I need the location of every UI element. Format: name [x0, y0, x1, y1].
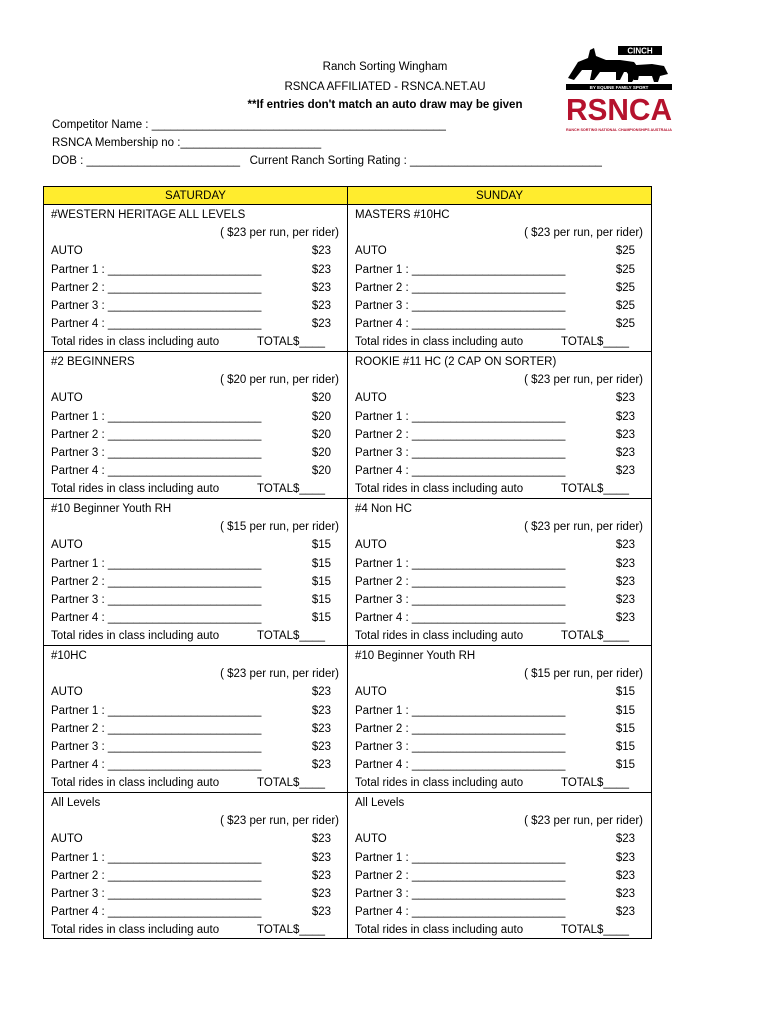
partner-2-field-row — [355, 573, 643, 591]
partner-3-field[interactable]: Partner 3 : ________________________ — [355, 300, 566, 312]
partner-3-field-row — [355, 444, 643, 462]
class-name-row — [51, 206, 339, 224]
partner-4-field-row — [355, 609, 643, 627]
partner-2-field[interactable]: Partner 2 : ________________________ — [51, 575, 262, 588]
partner-4-field[interactable]: Partner 4 : ________________________ — [355, 612, 566, 625]
partner-2-field[interactable]: Partner 2 : ________________________ — [51, 428, 262, 441]
total-rides: Total rides in class including auto — [51, 630, 220, 643]
total-rides: Total rides in class including auto — [355, 630, 524, 643]
total-amount-field[interactable]: TOTAL$____ — [561, 924, 629, 937]
partner-4-field[interactable]: Partner 4 : ________________________ — [355, 906, 566, 919]
price: $20 — [311, 465, 331, 478]
partner-1-field-row — [355, 702, 643, 720]
partner-1-field[interactable]: Partner 1 : ________________________ — [51, 557, 262, 570]
class-name: #WESTERN HERITAGE ALL LEVELS — [51, 209, 246, 221]
total-rides-row — [51, 921, 339, 939]
class-block — [44, 646, 347, 793]
class-rate: ( $15 per run, per rider) — [220, 521, 339, 534]
partner-1-field[interactable]: Partner 1 : ________________________ — [51, 704, 262, 717]
partner-1-field[interactable]: Partner 1 : ________________________ — [355, 851, 566, 864]
total-rides-row — [355, 333, 643, 351]
saturday-header: SATURDAY — [44, 187, 347, 205]
class-name: #2 BEGINNERS — [51, 356, 135, 368]
total-rides: Total rides in class including auto — [51, 777, 220, 790]
auto-entry: AUTO — [355, 245, 387, 258]
price: $25 — [615, 281, 635, 294]
price: $23 — [311, 741, 331, 753]
total-amount-field[interactable]: TOTAL$____ — [561, 336, 629, 349]
class-name: MASTERS #10HC — [355, 209, 450, 221]
class-rate-row — [51, 371, 339, 389]
partner-4-field[interactable]: Partner 4 : ________________________ — [51, 906, 262, 919]
auto-entry: AUTO — [51, 392, 83, 405]
price: $23 — [311, 851, 331, 864]
price: $15 — [311, 539, 331, 552]
price: $23 — [615, 851, 635, 864]
price: $23 — [311, 318, 331, 331]
price: $23 — [615, 612, 635, 625]
class-rate-row — [51, 518, 339, 536]
partner-3-field[interactable]: Partner 3 : ________________________ — [355, 888, 566, 900]
partner-3-field[interactable]: Partner 3 : ________________________ — [355, 447, 566, 459]
class-rate-row — [51, 224, 339, 242]
class-rate: ( $23 per run, per rider) — [524, 815, 643, 828]
class-name-row — [355, 500, 643, 518]
partner-4-field-row — [51, 609, 339, 627]
class-rate-row — [51, 812, 339, 830]
price: $23 — [311, 263, 331, 276]
price: $23 — [311, 759, 331, 772]
class-block — [44, 352, 347, 499]
rsnca-logo — [560, 36, 678, 136]
partner-1-field-row — [355, 408, 643, 426]
partner-4-field[interactable]: Partner 4 : ________________________ — [51, 759, 262, 772]
partner-4-field[interactable]: Partner 4 : ________________________ — [51, 612, 262, 625]
price: $23 — [615, 539, 635, 552]
partner-1-field[interactable]: Partner 1 : ________________________ — [51, 851, 262, 864]
price: $23 — [311, 245, 331, 258]
class-rate: ( $20 per run, per rider) — [220, 374, 339, 387]
auto-entry-row — [355, 242, 643, 260]
partner-4-field-row — [355, 462, 643, 480]
price: $23 — [311, 906, 331, 919]
class-name: #4 Non HC — [355, 503, 412, 515]
total-amount-field[interactable]: TOTAL$____ — [257, 777, 325, 790]
partner-4-field-row — [51, 462, 339, 480]
logo-subtitle: RANCH SORTING NATIONAL CHAMPIONSHIPS AUSTRALIA — [566, 127, 673, 132]
partner-3-field-row — [51, 738, 339, 756]
partner-1-field-row — [51, 261, 339, 279]
class-name: #10HC — [51, 650, 87, 662]
price: $25 — [615, 318, 635, 331]
auto-entry: AUTO — [51, 245, 83, 258]
partner-2-field[interactable]: Partner 2 : ________________________ — [355, 428, 566, 441]
class-name-row — [355, 647, 643, 665]
class-rate: ( $23 per run, per rider) — [220, 227, 339, 240]
auto-entry-row — [355, 536, 643, 554]
class-rate: ( $23 per run, per rider) — [220, 815, 339, 828]
price: $23 — [615, 428, 635, 441]
total-amount-field[interactable]: TOTAL$____ — [257, 630, 325, 643]
partner-2-field-row — [355, 867, 643, 885]
price: $23 — [311, 281, 331, 294]
price: $25 — [615, 300, 635, 312]
price: $23 — [311, 722, 331, 735]
class-name-row — [51, 794, 339, 812]
partner-2-field[interactable]: Partner 2 : ________________________ — [51, 281, 262, 294]
partner-4-field[interactable]: Partner 4 : ________________________ — [51, 318, 262, 331]
entry-grid — [43, 186, 652, 939]
auto-entry: AUTO — [355, 686, 387, 699]
partner-3-field-row — [51, 591, 339, 609]
price: $20 — [311, 447, 331, 459]
class-name-row — [51, 353, 339, 371]
price: $23 — [615, 869, 635, 882]
logo-cattle-icon — [622, 64, 668, 82]
price: $15 — [311, 575, 331, 588]
total-rides-row — [355, 627, 643, 645]
total-rides-row — [355, 921, 643, 939]
class-rate-row — [355, 371, 643, 389]
price: $15 — [615, 704, 635, 717]
partner-4-field-row — [355, 903, 643, 921]
partner-2-field[interactable]: Partner 2 : ________________________ — [355, 869, 566, 882]
price: $15 — [311, 612, 331, 625]
class-rate: ( $23 per run, per rider) — [220, 668, 339, 681]
price: $23 — [615, 906, 635, 919]
partner-2-field-row — [51, 573, 339, 591]
partner-2-field[interactable]: Partner 2 : ________________________ — [51, 869, 262, 882]
total-rides-row — [51, 774, 339, 792]
class-rate-row — [355, 812, 643, 830]
partner-3-field-row — [51, 885, 339, 903]
partner-3-field-row — [51, 444, 339, 462]
class-rate-row — [355, 518, 643, 536]
partner-1-field-row — [51, 849, 339, 867]
total-rides: Total rides in class including auto — [355, 924, 524, 937]
price: $23 — [615, 888, 635, 900]
auto-entry-row — [355, 389, 643, 407]
class-name: All Levels — [355, 797, 405, 809]
total-rides-row — [51, 627, 339, 645]
partner-3-field[interactable]: Partner 3 : ________________________ — [51, 447, 262, 459]
partner-3-field[interactable]: Partner 3 : ________________________ — [355, 741, 566, 753]
price: $20 — [311, 410, 331, 423]
sunday-header: SUNDAY — [348, 187, 651, 205]
price: $23 — [615, 447, 635, 459]
competitor-name-field[interactable]: Competitor Name : ______________________________________________ — [52, 119, 446, 131]
auto-entry-row — [355, 683, 643, 701]
total-rides-row — [355, 774, 643, 792]
price: $23 — [311, 888, 331, 900]
logo-tagline: BY EQUINE FAMILY SPORT — [589, 85, 649, 90]
partner-3-field[interactable]: Partner 3 : ________________________ — [51, 300, 262, 312]
price: $20 — [311, 392, 331, 405]
partner-2-field[interactable]: Partner 2 : ________________________ — [355, 281, 566, 294]
price: $15 — [311, 557, 331, 570]
partner-1-field-row — [51, 555, 339, 573]
class-block — [44, 499, 347, 646]
class-name-row — [355, 206, 643, 224]
partner-1-field-row — [51, 408, 339, 426]
partner-3-field-row — [355, 591, 643, 609]
price: $25 — [615, 245, 635, 258]
auto-entry: AUTO — [51, 833, 83, 846]
class-name: #10 Beginner Youth RH — [355, 650, 476, 662]
total-rides-row — [51, 480, 339, 498]
partner-3-field[interactable]: Partner 3 : ________________________ — [355, 594, 566, 606]
logo-brand-main: RSNCA — [566, 92, 672, 127]
partner-1-field[interactable]: Partner 1 : ________________________ — [51, 263, 262, 276]
auto-entry: AUTO — [355, 833, 387, 846]
partner-3-field[interactable]: Partner 3 : ________________________ — [51, 741, 262, 753]
price: $23 — [615, 465, 635, 478]
price: $23 — [615, 594, 635, 606]
partner-4-field[interactable]: Partner 4 : ________________________ — [355, 465, 566, 478]
partner-2-field[interactable]: Partner 2 : ________________________ — [51, 722, 262, 735]
price: $25 — [615, 263, 635, 276]
class-name-row — [355, 353, 643, 371]
price: $20 — [311, 428, 331, 441]
total-amount-field[interactable]: TOTAL$____ — [561, 483, 629, 496]
total-amount-field[interactable]: TOTAL$____ — [257, 336, 325, 349]
partner-2-field-row — [51, 279, 339, 297]
total-rides-row — [355, 480, 643, 498]
partner-1-field-row — [51, 702, 339, 720]
auto-draw-notice: **If entries don't match an auto draw may be given — [247, 99, 523, 111]
partner-1-field[interactable]: Partner 1 : ________________________ — [355, 410, 566, 423]
class-rate: ( $23 per run, per rider) — [524, 374, 643, 387]
auto-entry-row — [51, 389, 339, 407]
partner-2-field[interactable]: Partner 2 : ________________________ — [355, 722, 566, 735]
price: $23 — [615, 575, 635, 588]
partner-4-field-row — [51, 756, 339, 774]
class-rate: ( $23 per run, per rider) — [524, 521, 643, 534]
class-block — [348, 352, 651, 499]
price: $15 — [311, 594, 331, 606]
total-amount-field[interactable]: TOTAL$____ — [257, 483, 325, 496]
price: $23 — [311, 833, 331, 846]
price: $23 — [615, 410, 635, 423]
total-rides: Total rides in class including auto — [355, 777, 524, 790]
class-block — [44, 793, 347, 940]
total-rides: Total rides in class including auto — [355, 336, 524, 349]
class-block — [348, 499, 651, 646]
total-rides: Total rides in class including auto — [51, 483, 220, 496]
partner-4-field-row — [51, 315, 339, 333]
auto-entry: AUTO — [355, 392, 387, 405]
price: $15 — [615, 722, 635, 735]
partner-1-field[interactable]: Partner 1 : ________________________ — [51, 410, 262, 423]
class-rate-row — [355, 665, 643, 683]
affiliation-line: RSNCA AFFILIATED - RSNCA.NET.AU — [284, 81, 486, 93]
partner-1-field[interactable]: Partner 1 : ________________________ — [355, 704, 566, 717]
price: $23 — [615, 557, 635, 570]
auto-entry-row — [51, 242, 339, 260]
class-name: #10 Beginner Youth RH — [51, 503, 172, 515]
class-name: All Levels — [51, 797, 101, 809]
partner-4-field[interactable]: Partner 4 : ________________________ — [355, 759, 566, 772]
partner-1-field[interactable]: Partner 1 : ________________________ — [355, 263, 566, 276]
partner-3-field-row — [355, 738, 643, 756]
logo-brand-top: CINCH — [627, 46, 653, 56]
price: $23 — [311, 686, 331, 699]
class-name: ROOKIE #11 HC (2 CAP ON SORTER) — [355, 356, 557, 368]
class-block — [348, 646, 651, 793]
price: $23 — [311, 869, 331, 882]
partner-4-field-row — [355, 756, 643, 774]
total-rides-row — [51, 333, 339, 351]
partner-2-field-row — [51, 867, 339, 885]
price: $23 — [311, 300, 331, 312]
total-amount-field[interactable]: TOTAL$____ — [561, 630, 629, 643]
partner-3-field-row — [355, 297, 643, 315]
price: $15 — [615, 686, 635, 699]
partner-2-field[interactable]: Partner 2 : ________________________ — [355, 575, 566, 588]
auto-entry-row — [51, 830, 339, 848]
class-block — [44, 205, 347, 352]
partner-3-field-row — [355, 885, 643, 903]
price: $23 — [311, 704, 331, 717]
partner-4-field-row — [355, 315, 643, 333]
partner-2-field-row — [51, 426, 339, 444]
partner-3-field[interactable]: Partner 3 : ________________________ — [51, 594, 262, 606]
partner-1-field-row — [355, 555, 643, 573]
total-amount-field[interactable]: TOTAL$____ — [561, 777, 629, 790]
class-rate-row — [51, 665, 339, 683]
total-amount-field[interactable]: TOTAL$____ — [257, 924, 325, 937]
auto-entry: AUTO — [355, 539, 387, 552]
class-block — [348, 793, 651, 940]
membership-number-field[interactable]: RSNCA Membership no :______________________ — [52, 137, 322, 149]
price: $15 — [615, 741, 635, 753]
class-block — [348, 205, 651, 352]
total-rides: Total rides in class including auto — [51, 336, 220, 349]
partner-1-field[interactable]: Partner 1 : ________________________ — [355, 557, 566, 570]
partner-1-field-row — [355, 849, 643, 867]
partner-2-field-row — [355, 279, 643, 297]
dob-rating-field[interactable]: DOB : ________________________ Current Ranch Sorting Rating : ______________________________ — [52, 155, 602, 167]
partner-2-field-row — [355, 426, 643, 444]
class-rate: ( $15 per run, per rider) — [524, 668, 643, 681]
partner-4-field[interactable]: Partner 4 : ________________________ — [51, 465, 262, 478]
class-rate: ( $23 per run, per rider) — [524, 227, 643, 240]
partner-4-field-row — [51, 903, 339, 921]
class-rate-row — [355, 224, 643, 242]
price: $15 — [615, 759, 635, 772]
partner-2-field-row — [51, 720, 339, 738]
partner-3-field[interactable]: Partner 3 : ________________________ — [51, 888, 262, 900]
total-rides: Total rides in class including auto — [51, 924, 220, 937]
total-rides: Total rides in class including auto — [355, 483, 524, 496]
price: $23 — [615, 392, 635, 405]
partner-4-field[interactable]: Partner 4 : ________________________ — [355, 318, 566, 331]
partner-3-field-row — [51, 297, 339, 315]
class-name-row — [51, 500, 339, 518]
auto-entry-row — [51, 683, 339, 701]
form-title: Ranch Sorting Wingham — [322, 61, 448, 73]
class-name-row — [355, 794, 643, 812]
auto-entry-row — [51, 536, 339, 554]
auto-entry: AUTO — [51, 539, 83, 552]
partner-1-field-row — [355, 261, 643, 279]
auto-entry: AUTO — [51, 686, 83, 699]
partner-2-field-row — [355, 720, 643, 738]
price: $23 — [615, 833, 635, 846]
class-name-row — [51, 647, 339, 665]
auto-entry-row — [355, 830, 643, 848]
